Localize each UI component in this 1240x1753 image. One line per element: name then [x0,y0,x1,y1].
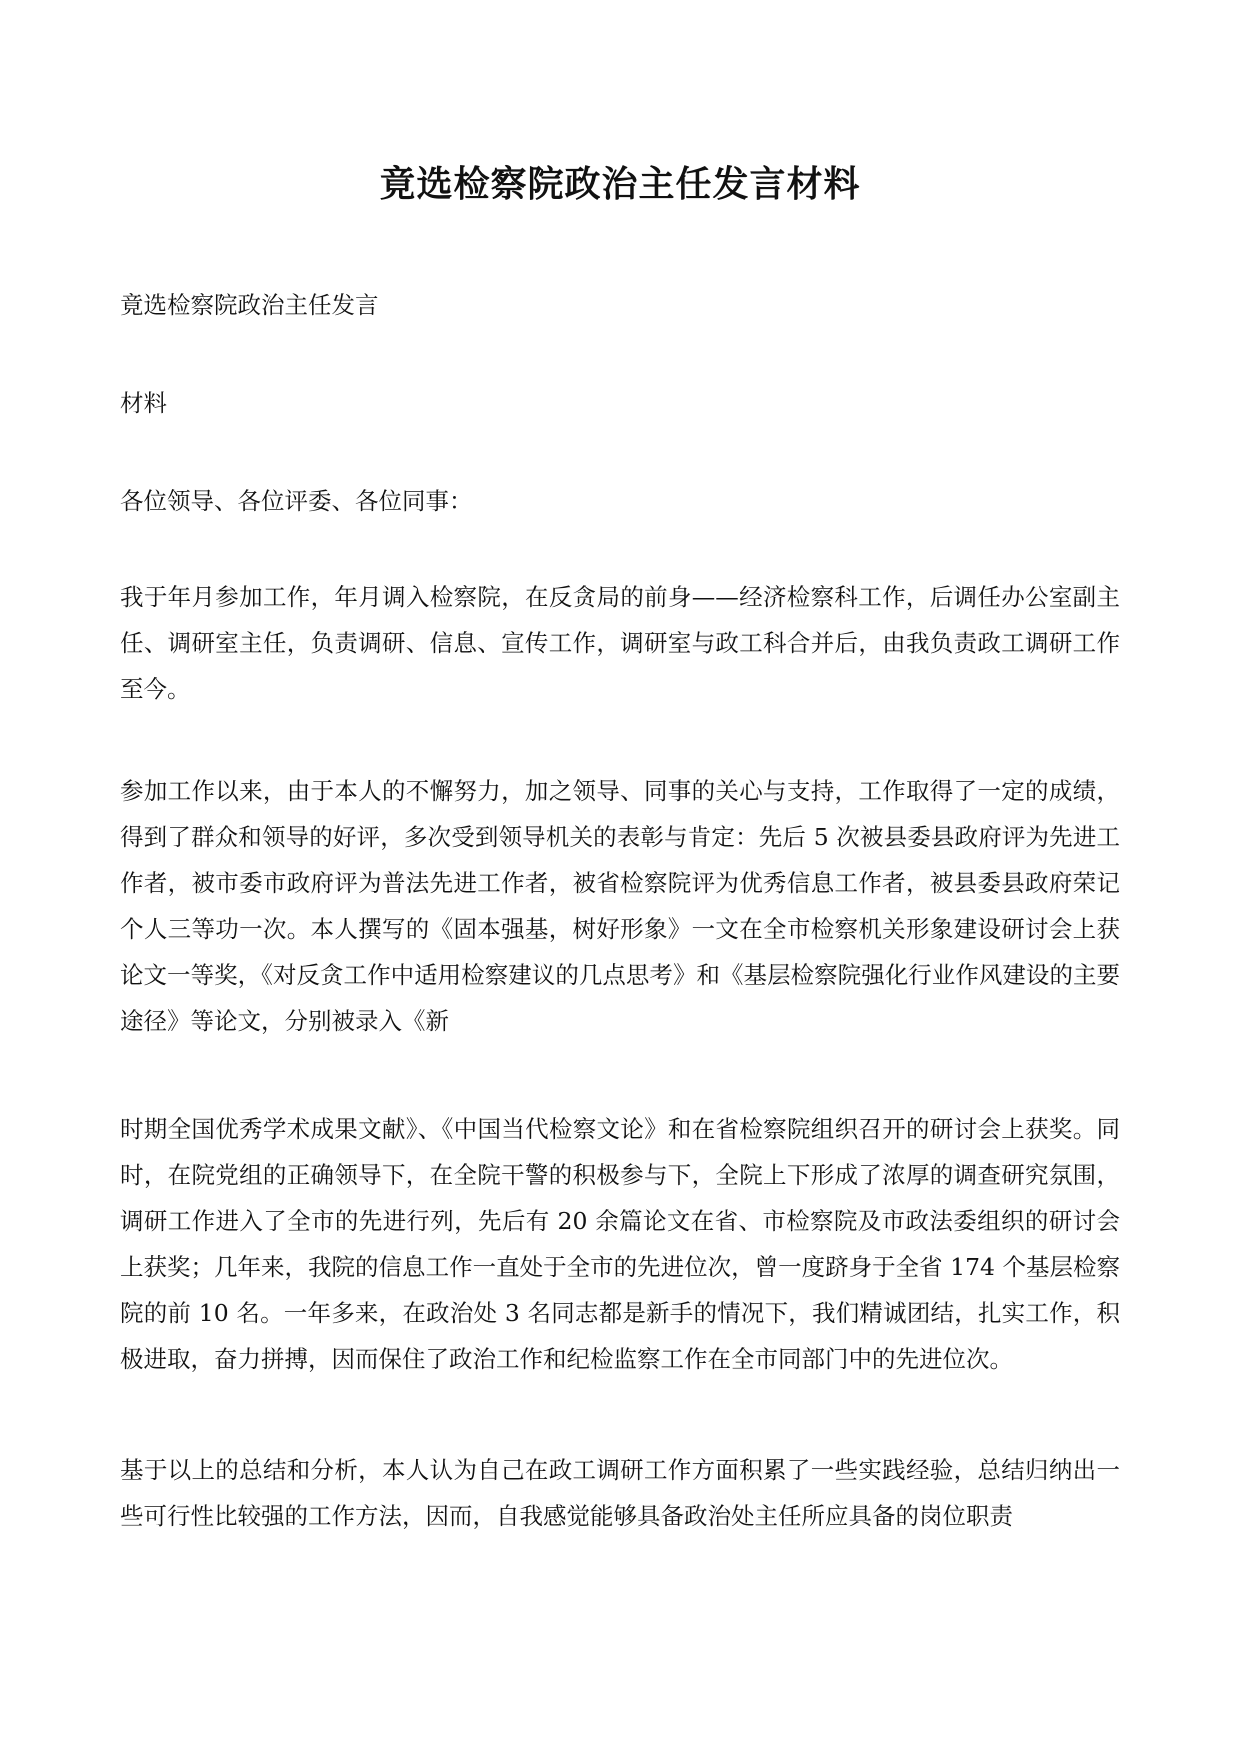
subtitle-line-1: 竟选检察院政治主任发言 [120,291,379,319]
paragraph-3: 时期全国优秀学术成果文献》、《中国当代检察文论》和在省检察院组织召开的研讨会上获奖。同时，在院党组的正确领导下，在全院干警的积极参与下，全院上下形成了浓厚的调查研究氛围，调研工作进入了全市的先进行列，先后有 20 余篇论文在省、市检察院及市政法委组织的研讨会上获奖；几年来，我院的信息工作一直处于全市的先进位次，曾一度跻身于全省 174 个基层检察院的前 10 名。一年多来，在政治处 3 名同志都是新手的情况下，我们精诚团结，扎实工作，积极进取，奋力拼搏，因而保住了政治工作和纪检监察工作在全市同部门中的先进位次。 [120,1115,1120,1373]
document-title: 竟选检察院政治主任发言材料 [379,163,861,205]
paragraph-2: 参加工作以来，由于本人的不懈努力，加之领导、同事的关心与支持，工作取得了一定的成绩，得到了群众和领导的好评，多次受到领导机关的表彰与肯定：先后 5 次被县委县政府评为先进工作者，被市委市政府评为普法先进工作者，被省检察院评为优秀信息工作者，被县委县政府荣记个人三等功一次。本人撰写的《固本强基，树好形象》一文在全市检察机关形象建设研讨会上获论文一等奖，《对反贪工作中适用检察建议的几点思考》和《基层检察院强化行业作风建设的主要途径》等论文，分别被录入《新 [120,777,1120,1035]
subtitle-line-2: 材料 [120,389,167,417]
paragraph-4: 基于以上的总结和分析，本人认为自己在政工调研工作方面积累了一些实践经验，总结归纳出一些可行性比较强的工作方法，因而，自我感觉能够具备政治处主任所应具备的岗位职责 [120,1456,1120,1530]
greeting: 各位领导、各位评委、各位同事： [120,487,473,515]
paragraph-1: 我于年月参加工作，年月调入检察院，在反贪局的前身——经济检察科工作，后调任办公室副主任、调研室主任，负责调研、信息、宣传工作，调研室与政工科合并后，由我负责政工调研工作至今。 [120,583,1120,703]
